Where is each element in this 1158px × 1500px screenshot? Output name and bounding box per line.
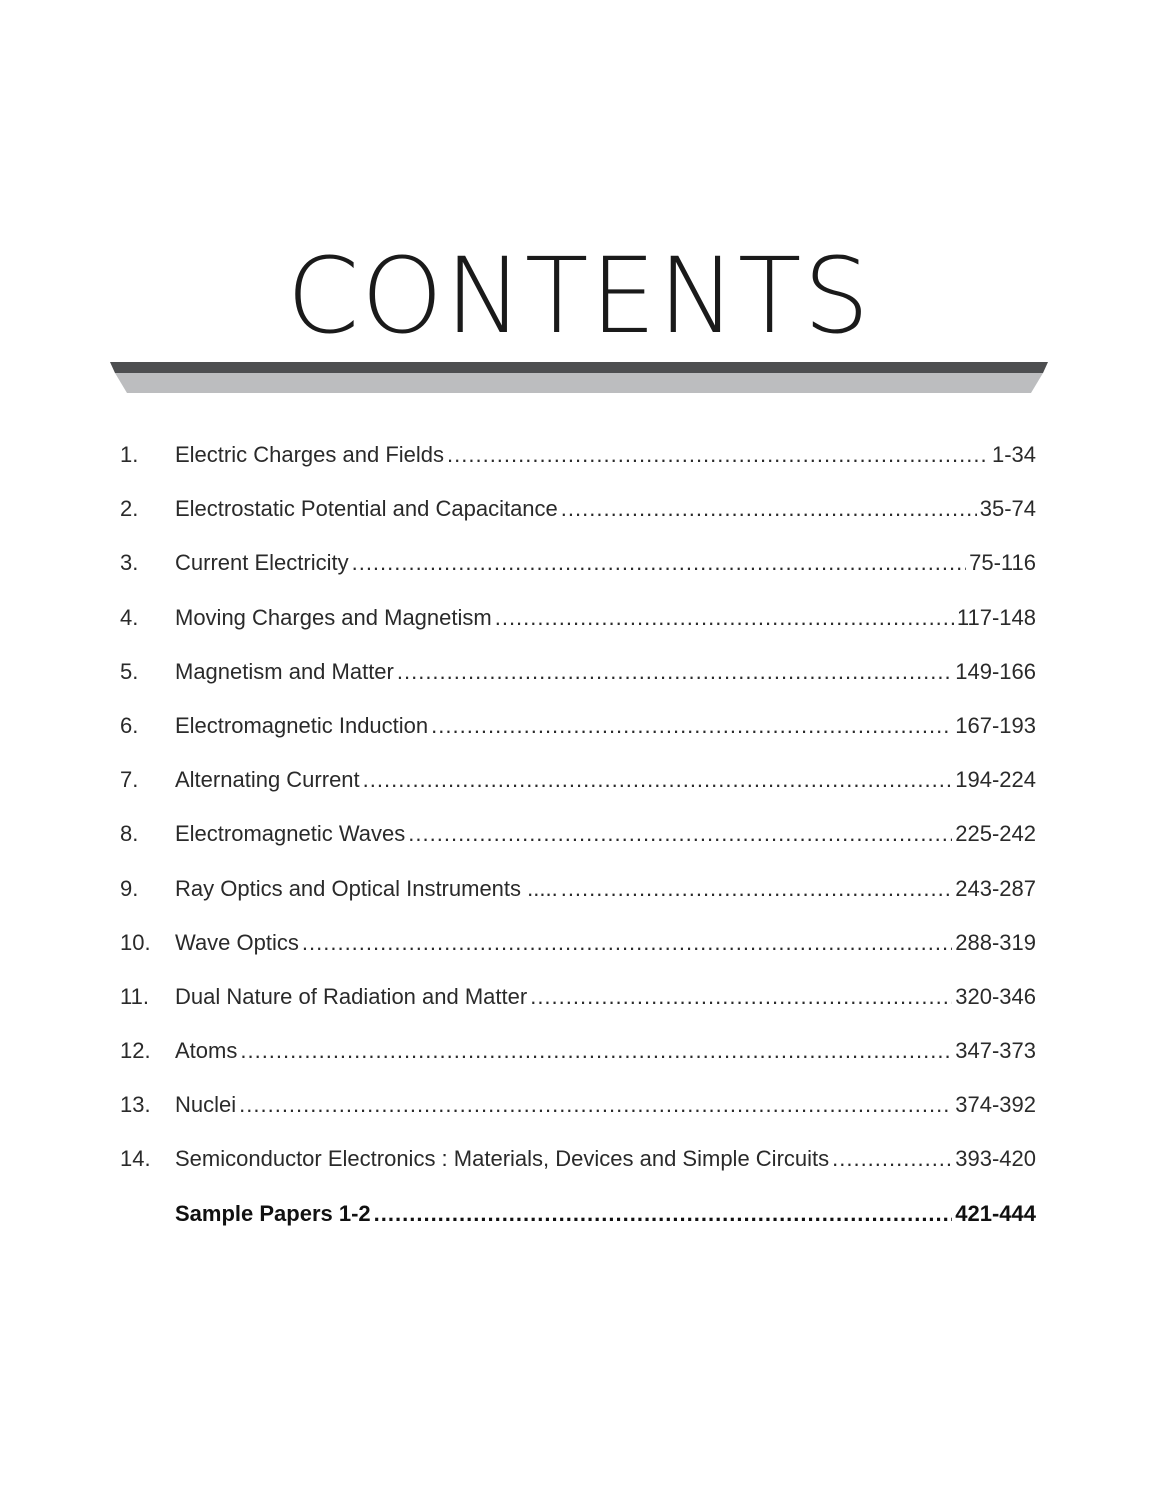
toc-entry-3[interactable] bbox=[120, 544, 1036, 598]
toc-entry-number: 8. bbox=[120, 821, 139, 847]
toc-entry-number: 7. bbox=[120, 767, 139, 793]
toc-entry-title: Magnetism and Matter bbox=[175, 658, 394, 684]
toc-leader-dots bbox=[561, 870, 953, 908]
toc-entry-pages: 421-444 bbox=[955, 1200, 1036, 1226]
toc-entry-sample-papers[interactable] bbox=[120, 1195, 1036, 1249]
title-divider bbox=[110, 362, 1048, 394]
toc-entry-title: Moving Charges and Magnetism bbox=[175, 604, 492, 630]
toc-entry-title: Ray Optics and Optical Instruments ..... bbox=[175, 875, 558, 901]
toc-leader-dots bbox=[352, 544, 967, 582]
toc-entry-title: Electromagnetic Induction bbox=[175, 712, 429, 738]
toc-leader-dots bbox=[363, 761, 953, 799]
toc-entry-number: 2. bbox=[120, 496, 139, 522]
toc-entry-pages: 347-373 bbox=[955, 1038, 1036, 1064]
toc-entry-7[interactable] bbox=[120, 761, 1036, 815]
toc-leader-dots bbox=[431, 707, 952, 745]
toc-entry-number: 14. bbox=[120, 1146, 151, 1172]
toc-entry-10[interactable] bbox=[120, 924, 1036, 978]
title-divider-dark-band bbox=[110, 362, 1048, 373]
toc-entry-pages: 320-346 bbox=[955, 983, 1036, 1009]
toc-entry-pages: 1-34 bbox=[991, 442, 1036, 467]
toc-leader-dots bbox=[302, 924, 952, 962]
toc-entry-number: 9. bbox=[120, 875, 139, 901]
toc-entry-title: Electric Charges and Fields bbox=[175, 442, 445, 467]
toc-entry-14[interactable] bbox=[120, 1140, 1036, 1194]
toc-entry-title: Electrostatic Potential and Capacitance bbox=[175, 496, 558, 522]
toc-entry-title: Semiconductor Electronics : Materials, Devices and Simple Circuits bbox=[175, 1146, 830, 1172]
toc-entry-number: 6. bbox=[120, 712, 139, 738]
toc-entry-number: 1. bbox=[120, 442, 139, 467]
toc-entry-pages: 194-224 bbox=[955, 767, 1036, 793]
toc-entry-pages: 167-193 bbox=[955, 712, 1036, 738]
toc-entry-pages: 117-148 bbox=[956, 604, 1036, 630]
toc-entry-pages: 225-242 bbox=[955, 821, 1036, 847]
toc-entry-title: Dual Nature of Radiation and Matter bbox=[175, 983, 528, 1009]
toc-entry-pages: 149-166 bbox=[955, 658, 1036, 684]
toc-entry-number: 10. bbox=[120, 929, 151, 955]
toc-entry-2[interactable] bbox=[120, 490, 1036, 544]
toc-entry-number: 5. bbox=[120, 658, 139, 684]
toc-entry-title: Current Electricity bbox=[175, 550, 349, 576]
toc-entry-1[interactable] bbox=[120, 436, 1036, 490]
toc-entry-pages: 374-392 bbox=[955, 1092, 1036, 1118]
toc-leader-dots bbox=[832, 1140, 952, 1178]
toc-entry-title: Alternating Current bbox=[175, 767, 360, 793]
toc-entry-pages: 75-116 bbox=[969, 550, 1036, 576]
toc-entry-number: 12. bbox=[120, 1038, 151, 1064]
toc-entry-title: Electromagnetic Waves bbox=[175, 821, 406, 847]
toc-leader-dots bbox=[561, 490, 977, 528]
toc-entry-number: 11. bbox=[120, 983, 149, 1009]
toc-entry-pages: 35-74 bbox=[979, 496, 1036, 522]
toc-entry-title: Nuclei bbox=[175, 1092, 237, 1118]
toc-leader-dots bbox=[374, 1195, 953, 1233]
toc-entry-pages: 243-287 bbox=[955, 875, 1036, 901]
toc-entry-number: 3. bbox=[120, 550, 139, 576]
table-of-contents bbox=[120, 436, 1036, 1249]
toc-leader-dots bbox=[240, 1032, 952, 1070]
toc-leader-dots bbox=[447, 436, 989, 474]
title-divider-light-band bbox=[115, 373, 1043, 393]
toc-leader-dots bbox=[495, 599, 954, 637]
toc-leader-dots bbox=[408, 815, 952, 853]
toc-leader-dots bbox=[530, 978, 952, 1016]
toc-entry-pages: 288-319 bbox=[955, 929, 1036, 955]
toc-entry-12[interactable] bbox=[120, 1032, 1036, 1086]
toc-entry-11[interactable] bbox=[120, 978, 1036, 1032]
page-title: CONTENTS bbox=[286, 235, 872, 357]
toc-entry-title: Wave Optics bbox=[175, 929, 299, 955]
toc-entry-number: 4. bbox=[120, 604, 139, 630]
toc-entry-9[interactable] bbox=[120, 870, 1036, 924]
toc-entry-number: 13. bbox=[120, 1092, 151, 1118]
toc-entry-4[interactable] bbox=[120, 599, 1036, 653]
toc-entry-13[interactable] bbox=[120, 1086, 1036, 1140]
toc-entry-6[interactable] bbox=[120, 707, 1036, 761]
toc-entry-pages: 393-420 bbox=[955, 1146, 1036, 1172]
toc-leader-dots bbox=[239, 1086, 952, 1124]
toc-leader-dots bbox=[397, 653, 952, 691]
toc-entry-title: Sample Papers 1-2 bbox=[175, 1200, 371, 1226]
toc-entry-5[interactable] bbox=[120, 653, 1036, 707]
toc-entry-8[interactable] bbox=[120, 815, 1036, 869]
toc-entry-title: Atoms bbox=[175, 1038, 238, 1064]
